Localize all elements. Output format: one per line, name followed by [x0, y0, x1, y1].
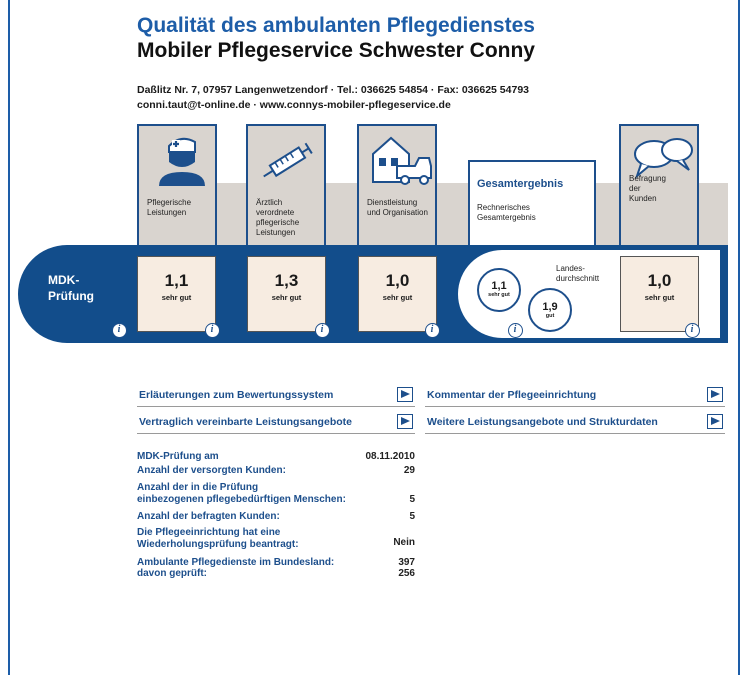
link-label: Erläuterungen zum Bewertungssystem — [139, 389, 334, 401]
tab-label-line: der — [629, 184, 641, 193]
page-title: Qualität des ambulanten Pflegedienstes — [137, 14, 535, 37]
landes-label-line: Landes- — [556, 264, 585, 273]
page-frame-left — [8, 0, 10, 675]
landesdurchschnitt-label — [556, 264, 599, 284]
tab-label-line: Dienstleistung — [367, 198, 418, 207]
result-subtitle-line: Gesamtergebnis — [477, 213, 536, 222]
link-weitere-leistungsangebote[interactable] — [425, 412, 725, 434]
detail-label: davon geprüft: — [137, 568, 207, 579]
info-icon[interactable] — [508, 323, 523, 338]
tab-dienstleistung-organisation — [357, 124, 437, 246]
tab-label-line: Kunden — [629, 194, 657, 203]
house-car-icon — [369, 132, 433, 188]
nurse-icon — [149, 132, 213, 188]
tab-befragung-kunden — [619, 124, 699, 246]
info-glyph: i — [320, 324, 324, 335]
info-icon[interactable] — [685, 323, 700, 338]
tab-label-line: verordnete — [256, 208, 295, 217]
link-label: Weitere Leistungsangebote und Strukturdaten — [427, 416, 658, 428]
detail-label: Anzahl der in die Prüfung — [137, 482, 259, 493]
arrow-right-icon[interactable] — [707, 387, 723, 402]
tab-aerztlich-verordnete-leistungen — [246, 124, 326, 246]
score-grade: sehr gut — [271, 293, 302, 302]
landes-label-line: durchschnitt — [556, 274, 600, 283]
link-label: Kommentar der Pflegeeinrichtung — [427, 389, 597, 401]
syringe-icon — [258, 132, 322, 188]
info-glyph: i — [430, 324, 434, 335]
arrow-right-icon[interactable] — [397, 387, 413, 402]
tab-label-line: und Organisation — [367, 208, 428, 217]
score-pflegerische-leistungen — [137, 256, 216, 332]
score-value: 1,3 — [274, 271, 299, 290]
tab-gesamtergebnis — [468, 160, 596, 246]
detail-value: 5 — [409, 494, 415, 505]
result-subtitle-line: Rechnerisches — [477, 203, 530, 212]
score-value: 1,1 — [491, 280, 507, 292]
provider-address: Daßlitz Nr. 7, 07957 Langenwetzendorf · Tel.: 036625 54854 · Fax: 036625 54793 — [137, 84, 529, 96]
score-aerztlich-verordnete — [247, 256, 326, 332]
detail-value: 08.11.2010 — [365, 451, 415, 462]
link-leistungsangebote[interactable] — [137, 412, 415, 434]
detail-label: Anzahl der versorgten Kunden: — [137, 465, 286, 476]
mdk-label-line: MDK- — [48, 273, 80, 287]
tab-pflegerische-leistungen — [137, 124, 217, 246]
score-value: 1,0 — [647, 271, 672, 290]
provider-name: Mobiler Pflegeservice Schwester Conny — [137, 39, 535, 62]
page-frame-right — [738, 0, 740, 675]
score-grade: sehr gut — [382, 293, 413, 302]
score-grade: gut — [545, 313, 555, 319]
detail-value: 29 — [403, 465, 415, 476]
overall-score-circle — [477, 268, 521, 312]
link-erlaeuterungen[interactable] — [137, 385, 415, 407]
info-glyph: i — [117, 324, 121, 335]
detail-label: Ambulante Pflegedienste im Bundesland: — [137, 557, 335, 568]
info-glyph: i — [513, 324, 517, 335]
detail-label: einbezogenen pflegebedürftigen Menschen: — [137, 494, 346, 505]
tab-label-line: pflegerische — [256, 218, 300, 227]
mdk-label-line: Prüfung — [48, 289, 94, 303]
info-icon[interactable] — [315, 323, 330, 338]
score-grade: sehr gut — [161, 293, 192, 302]
link-kommentar[interactable] — [425, 385, 725, 407]
tab-label-line: Ärztlich — [256, 198, 283, 207]
info-icon[interactable] — [205, 323, 220, 338]
tab-label-line: Befragung — [629, 174, 666, 183]
tab-label-line: Pflegerische — [147, 198, 192, 207]
detail-label: Wiederholungsprüfung beantragt: — [137, 539, 299, 550]
provider-contact: conni.taut@t-online.de · www.connys-mobiler-pflegeservice.de — [137, 99, 451, 111]
detail-value: 397 — [398, 557, 415, 568]
detail-value: 5 — [409, 511, 415, 522]
score-dienstleistung — [358, 256, 437, 332]
link-label: Vertraglich vereinbarte Leistungsangebote — [139, 416, 352, 428]
info-icon[interactable] — [112, 323, 127, 338]
score-value: 1,0 — [385, 271, 410, 290]
detail-value: Nein — [393, 537, 415, 548]
score-befragung — [620, 256, 699, 332]
score-grade: sehr gut — [644, 293, 675, 302]
state-average-circle — [528, 288, 572, 332]
info-icon[interactable] — [425, 323, 440, 338]
info-glyph: i — [210, 324, 214, 335]
detail-label: Anzahl der befragten Kunden: — [137, 511, 280, 522]
detail-label: MDK-Prüfung am — [137, 451, 219, 462]
detail-label: Die Pflegeeinrichtung hat eine — [137, 527, 281, 538]
score-grade: sehr gut — [488, 292, 510, 298]
arrow-right-icon[interactable] — [707, 414, 723, 429]
score-value: 1,1 — [164, 271, 189, 290]
tab-label-line: Leistungen — [147, 208, 187, 217]
detail-value: 256 — [398, 568, 415, 579]
arrow-right-icon[interactable] — [397, 414, 413, 429]
result-title: Gesamtergebnis — [477, 178, 564, 190]
info-glyph: i — [690, 324, 694, 335]
tab-label-line: Leistungen — [256, 228, 296, 237]
score-value: 1,9 — [542, 301, 558, 313]
mdk-pruefung-label — [48, 272, 94, 304]
